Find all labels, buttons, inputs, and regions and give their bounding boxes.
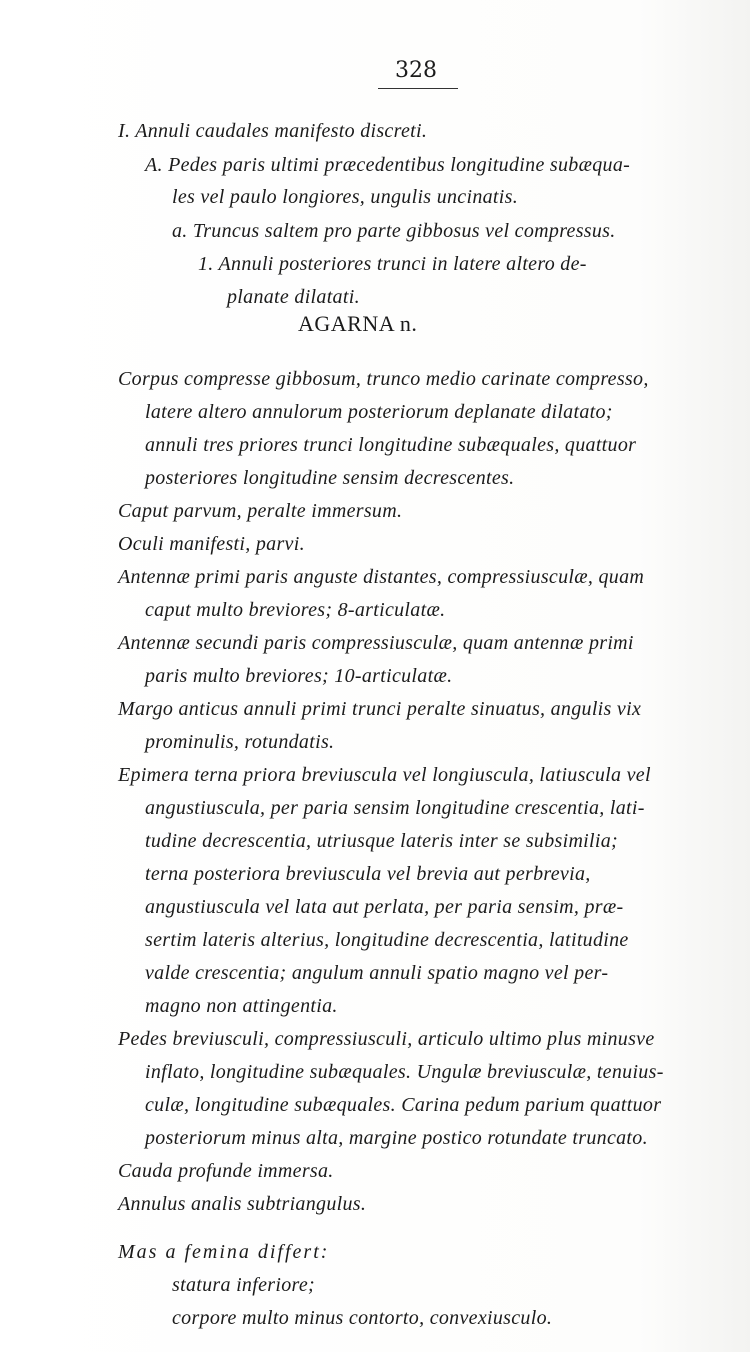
description-line: Oculi manifesti, parvi.: [118, 533, 305, 555]
description-line: Pedes breviusculi, compressiusculi, articulo ultimo plus minusve: [118, 1028, 655, 1050]
genus-heading: AGARNA n.: [298, 311, 418, 336]
description-line: Epimera terna priora breviuscula vel longiuscula, latiuscula vel: [118, 764, 651, 786]
outline-I: I. Annuli caudales manifesto discreti.: [118, 120, 428, 142]
description-line: inflato, longitudine subæquales. Ungulæ breviusculæ, tenuius-: [145, 1061, 664, 1083]
description-line: Antennæ secundi paris compressiusculæ, quam antennæ primi: [118, 632, 634, 654]
description-line: Caput parvum, peralte immersum.: [118, 500, 403, 522]
description-line: angustiuscula vel lata aut perlata, per paria sensim, præ-: [145, 896, 624, 918]
sex-difference-intro: Mas a femina differt:: [118, 1241, 330, 1263]
outline-A: A. Pedes paris ultimi præcedentibus longitudine subæqua-: [145, 154, 631, 176]
sex-difference-item: corpore multo minus contorto, convexiusculo.: [172, 1307, 553, 1329]
outline-A-continued: les vel paulo longiores, ungulis uncinatis.: [172, 186, 519, 208]
description-line: terna posteriora breviuscula vel brevia aut perbrevia,: [145, 863, 591, 885]
description-line: culæ, longitudine subæquales. Carina pedum parium quattuor: [145, 1094, 662, 1116]
description-line: Cauda profunde immersa.: [118, 1160, 334, 1182]
description-line: Annulus analis subtriangulus.: [118, 1193, 367, 1215]
page-number-rule: [378, 88, 458, 89]
description-line: paris multo breviores; 10-articulatæ.: [145, 665, 453, 687]
description-line: Corpus compresse gibbosum, trunco medio carinate compresso,: [118, 368, 649, 390]
outline-1-continued: planate dilatati.: [227, 286, 360, 308]
description-line: prominulis, rotundatis.: [145, 731, 335, 753]
description-line: magno non attingentia.: [145, 995, 338, 1017]
description-line: latere altero annulorum posteriorum deplanate dilatato;: [145, 401, 613, 423]
description-line: sertim lateris alterius, longitudine decrescentia, latitudine: [145, 929, 629, 951]
description-line: angustiuscula, per paria sensim longitudine crescentia, lati-: [145, 797, 645, 819]
description-line: tudine decrescentia, utriusque lateris inter se subsimilia;: [145, 830, 619, 852]
description-line: posteriores longitudine sensim decrescentes.: [145, 467, 515, 489]
description-line: posteriorum minus alta, margine postico rotundate truncato.: [145, 1127, 648, 1149]
description-line: Margo anticus annuli primi trunci peralte sinuatus, angulis vix: [118, 698, 642, 720]
page-number: 328: [395, 58, 437, 83]
description-line: Antennæ primi paris anguste distantes, compressiusculæ, quam: [118, 566, 645, 588]
sex-difference-item: statura inferiore;: [172, 1274, 315, 1296]
outline-a: a. Truncus saltem pro parte gibbosus vel compressus.: [172, 220, 616, 242]
description-line: caput multo breviores; 8-articulatæ.: [145, 599, 446, 621]
description-line: valde crescentia; angulum annuli spatio magno vel per-: [145, 962, 609, 984]
outline-1: 1. Annuli posteriores trunci in latere altero de-: [198, 253, 587, 275]
description-line: annuli tres priores trunci longitudine subæquales, quattuor: [145, 434, 637, 456]
